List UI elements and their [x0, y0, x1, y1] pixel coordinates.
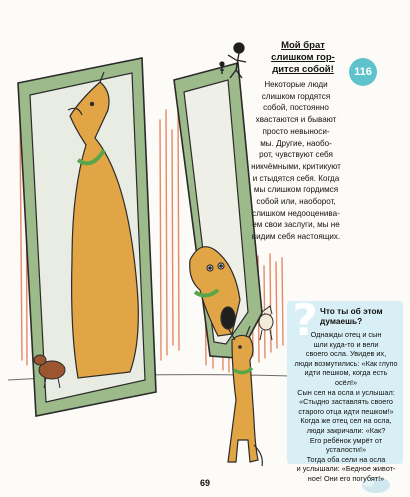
- story-line: идти пешком, когда есть осёл!»: [304, 368, 388, 387]
- paragraph-line: видим себя настоящих.: [251, 232, 341, 242]
- paragraph-line: ем свои заслуги, мы не: [252, 220, 340, 230]
- paragraph-line: хвастаются и бывают: [255, 115, 337, 125]
- small-yellow-dog: [228, 326, 262, 466]
- paragraph-line: рот, чувствуют себя: [259, 150, 333, 160]
- page-title-line: Мой брат: [281, 40, 325, 51]
- question-title-line: думаешь?: [320, 316, 363, 326]
- paragraph-line: просто невыноси-: [262, 126, 330, 136]
- page-title-line: слишком гор-: [271, 52, 335, 63]
- story-line: шли куда-то и вели: [313, 339, 379, 349]
- story-line: «Стыдно заставлять своего: [299, 397, 393, 407]
- question-box-title: [320, 306, 400, 326]
- paragraph-line: и стыдятся себя. Когда: [252, 173, 340, 183]
- page-number: 69: [199, 478, 210, 488]
- story-line: и услышали: «Бедное живот-: [296, 464, 396, 474]
- paragraph-line: слишком гордятся: [261, 91, 331, 101]
- page-title-line: дится собой!: [272, 64, 334, 75]
- story-line: Однажды отец и сын: [310, 330, 382, 339]
- question-title-line: Что ты об этом: [320, 306, 383, 316]
- story-line: Когда же отец сел на осла,: [300, 416, 392, 426]
- page-badge: 116: [349, 58, 377, 86]
- paragraph-line: никчёмными, критикуют: [251, 161, 341, 171]
- story-line: старого отца идти пешком!»: [298, 406, 394, 416]
- story-line: люди возмутились: «Как глупо: [294, 358, 398, 368]
- paragraph-line: собой, постоянно: [263, 103, 329, 113]
- page-title: [258, 40, 348, 76]
- paragraph-line: Некоторые люди: [264, 80, 328, 89]
- story-line: люди закричали: «Как?: [306, 425, 386, 435]
- paragraph-line: слишком недооценива-: [252, 208, 340, 218]
- question-box-text: [293, 330, 399, 484]
- story-line: Сын сел на осла и услышал:: [297, 387, 395, 397]
- paragraph-line: мы. Другие, наобо-: [260, 138, 332, 148]
- paragraph-line: мы слишком гордимся: [253, 185, 339, 195]
- story-line: Его ребёнок умрёт от усталости!»: [309, 435, 383, 455]
- story-line: Тогда оба сели на осла: [306, 454, 386, 464]
- question-mark-icon: ?: [292, 295, 318, 346]
- main-paragraph: [240, 79, 352, 243]
- story-line: своего осла. Увидев их,: [305, 349, 387, 359]
- story-line: ное! Они его погубят!»: [307, 473, 385, 483]
- paragraph-line: собой или, наоборот,: [256, 197, 336, 207]
